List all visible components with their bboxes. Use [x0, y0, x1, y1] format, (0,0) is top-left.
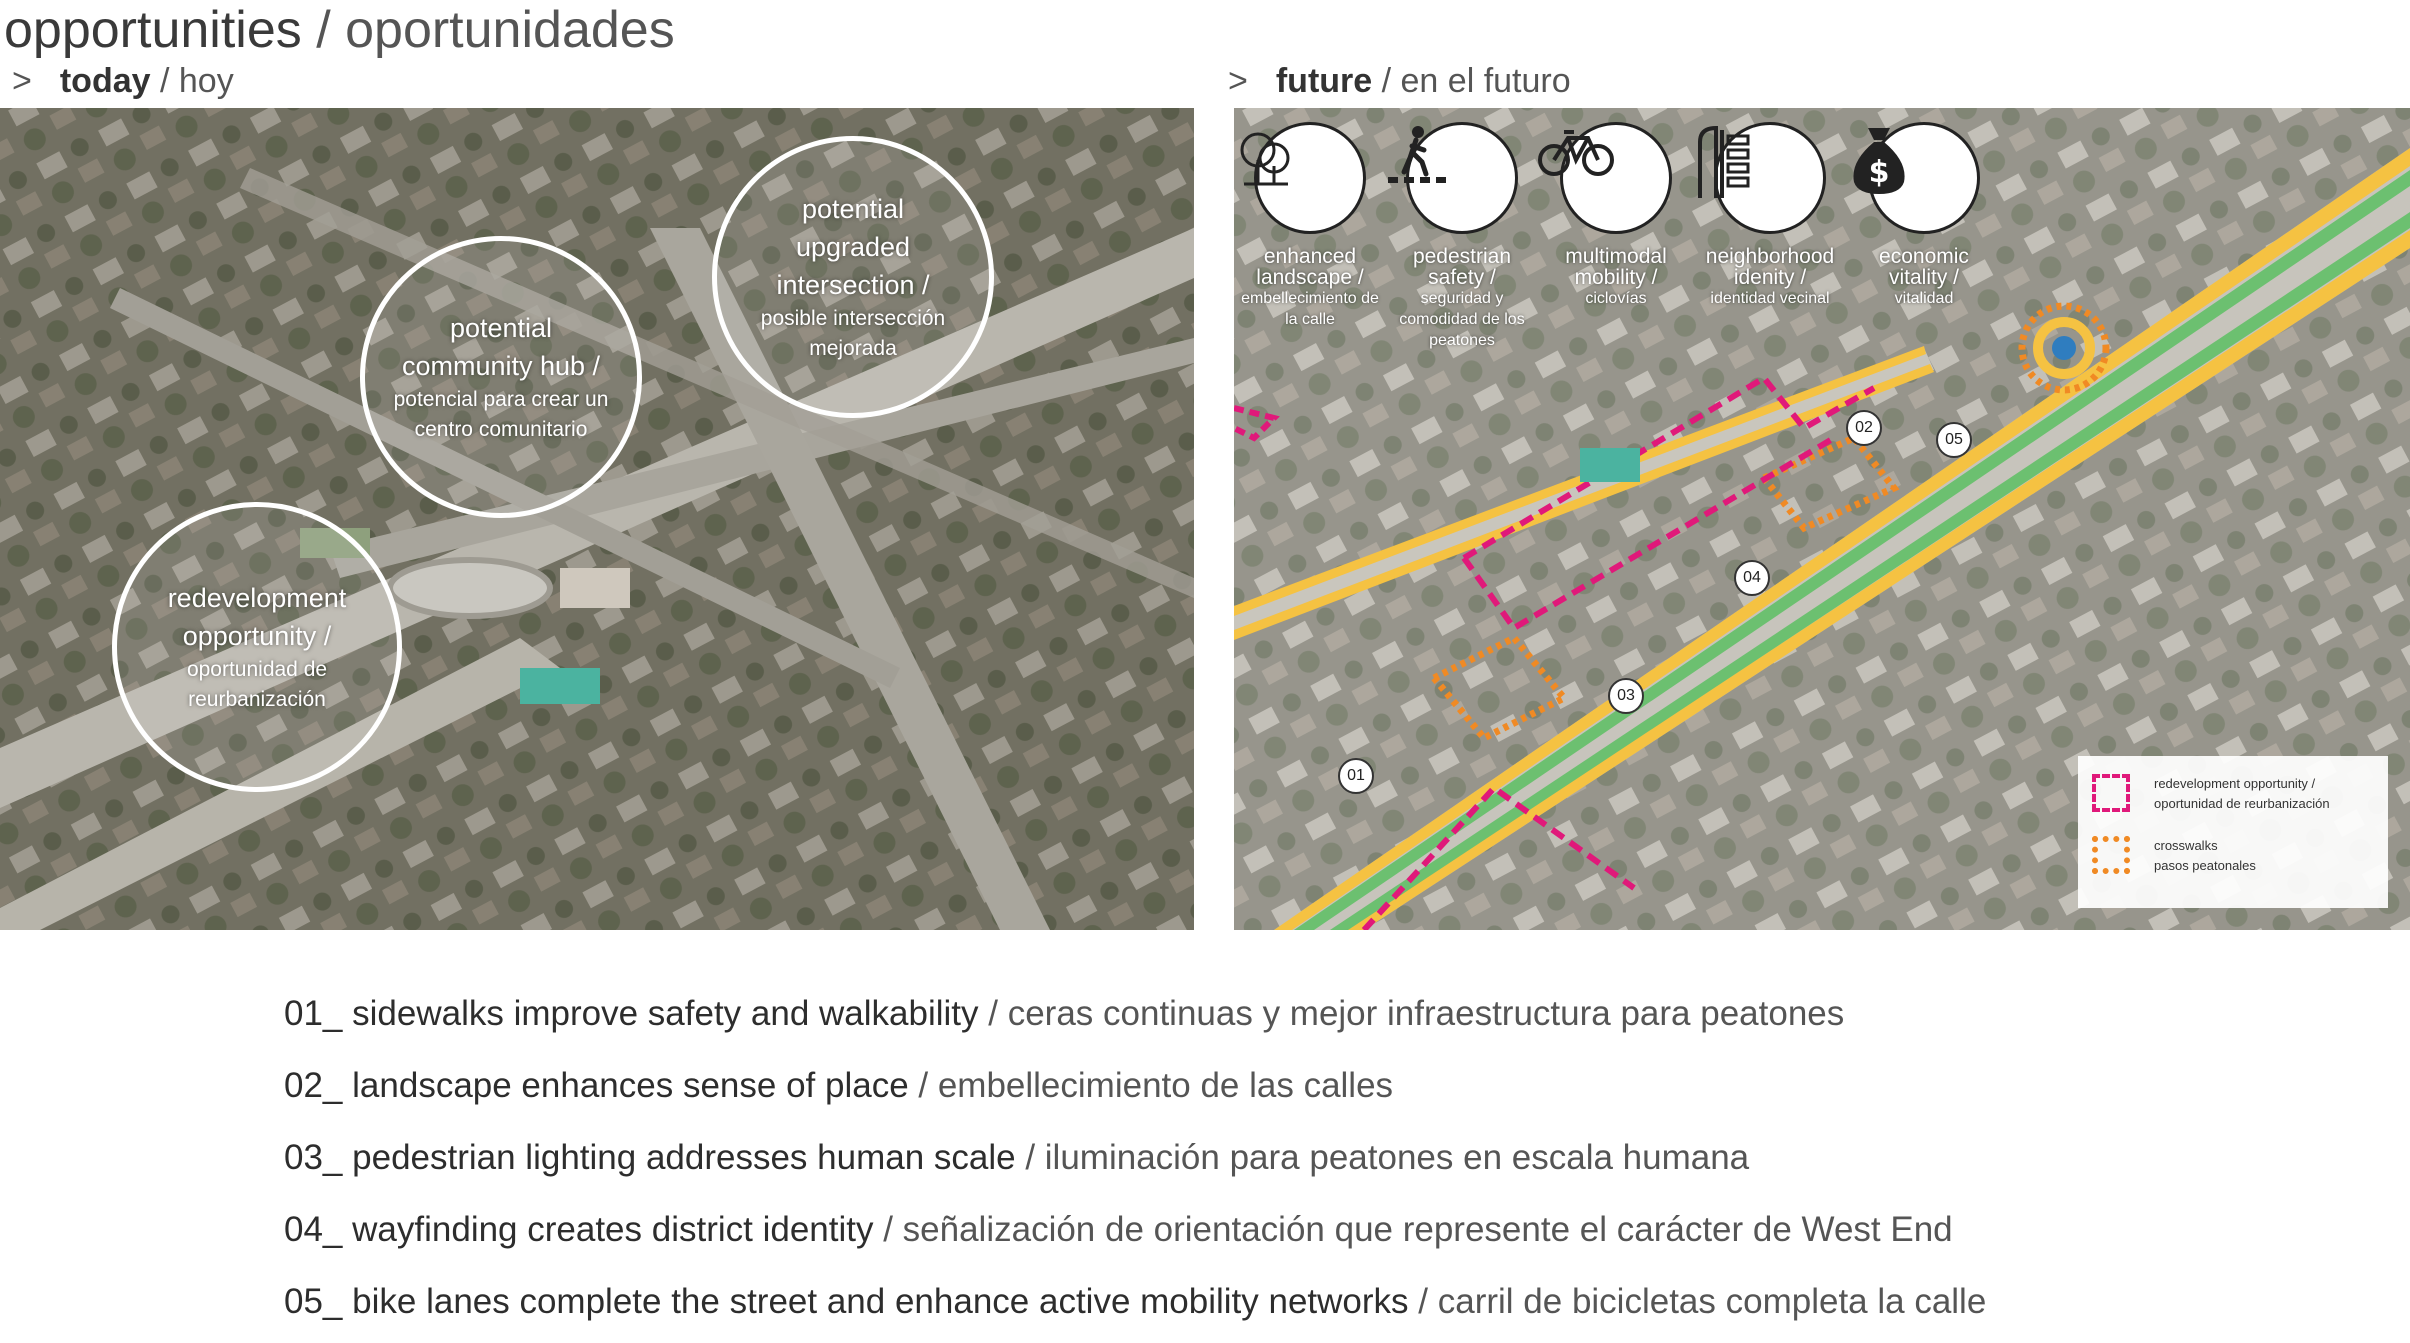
list-item [284, 978, 1986, 1050]
icon-label: neighborhood idenity / [1705, 245, 1835, 289]
icon-enhanced-landscape [1234, 122, 1390, 330]
legend-label-es: pasos peatonales [2154, 858, 2256, 873]
icon-multimodal-mobility [1536, 122, 1696, 309]
callout-upgraded-intersection [712, 136, 994, 418]
list-item-number: 02_ [284, 1066, 343, 1105]
callout-community-hub [360, 236, 642, 518]
callout-redevelopment [112, 502, 402, 792]
today-label-en: today [59, 62, 151, 100]
title-en: opportunities [4, 1, 302, 59]
list-item-es: / iluminación para peatones en escala humana [1015, 1138, 1750, 1177]
future-label-es: / en el futuro [1372, 62, 1571, 100]
map-legend [2078, 756, 2388, 908]
building-icon [1714, 122, 1826, 234]
opportunities-list [284, 978, 1986, 1338]
list-item-en: sidewalks improve safety and walkability [352, 994, 979, 1033]
list-item-number: 03_ [284, 1138, 343, 1177]
future-heading [1228, 62, 1571, 101]
callout-title: redevelopment opportunity / [167, 583, 347, 651]
chevron-right-icon: > [12, 62, 32, 100]
callout-title: potential upgraded intersection / [776, 194, 930, 300]
list-item [284, 1050, 1986, 1122]
list-item-es: / embellecimiento de las calles [908, 1066, 1394, 1105]
title-es: oportunidades [345, 1, 675, 59]
list-item-number: 05_ [284, 1282, 343, 1321]
legend-swatch-pink [2092, 774, 2130, 812]
today-heading [12, 62, 234, 101]
icon-economic-vitality [1844, 122, 2004, 309]
today-aerial-image [0, 108, 1194, 930]
callout-subtitle: oportunidad de reurbanización [186, 658, 328, 711]
icon-label: pedestrian safety / [1412, 245, 1512, 289]
list-item-number: 04_ [284, 1210, 343, 1249]
legend-text [2154, 774, 2330, 814]
icon-sublabel: ciclovías [1585, 290, 1647, 307]
callout-subtitle: posible intersección mejorada [760, 307, 946, 360]
list-item-en: landscape enhances sense of place [352, 1066, 909, 1105]
title-separator: / [301, 1, 346, 59]
list-item [284, 1194, 1986, 1266]
callout-title: potential community hub / [401, 313, 601, 381]
marker-04: 04 [1734, 560, 1770, 596]
today-aerial-illustration [0, 108, 1194, 930]
money-bag-icon [1868, 122, 1980, 234]
future-aerial-image [1234, 108, 2410, 930]
list-item-es: / carril de bicicletas completa la calle [1408, 1282, 1987, 1321]
marker-05: 05 [1936, 422, 1972, 458]
bicycle-icon [1560, 122, 1672, 234]
icon-sublabel: seguridad y comodidad de los peatones [1399, 290, 1525, 349]
chevron-right-icon: > [1228, 62, 1248, 100]
marker-03: 03 [1608, 678, 1644, 714]
legend-item-crosswalks [2092, 836, 2374, 876]
icon-sublabel: vitalidad [1894, 290, 1954, 307]
marker-01: 01 [1338, 758, 1374, 794]
list-item [284, 1122, 1986, 1194]
icon-sublabel: embellecimiento de la calle [1241, 290, 1379, 328]
legend-text [2154, 836, 2256, 876]
page-title [4, 0, 675, 60]
list-item-en: pedestrian lighting addresses human scale [352, 1138, 1016, 1177]
list-item-es: / ceras continuas y mejor infraestructura para peatones [978, 994, 1845, 1033]
icon-label: economic vitality / [1879, 245, 1969, 289]
legend-label-en: crosswalks [2154, 838, 2218, 853]
list-item-number: 01_ [284, 994, 343, 1033]
marker-02: 02 [1846, 410, 1882, 446]
tree-icon [1254, 122, 1366, 234]
icon-label: multimodal mobility / [1565, 245, 1667, 289]
legend-swatch-orange [2092, 836, 2130, 874]
icon-neighborhood-identity [1690, 122, 1850, 309]
list-item [284, 1266, 1986, 1338]
legend-label-en: redevelopment opportunity / [2154, 776, 2316, 791]
list-item-en: bike lanes complete the street and enhance active mobility networks [352, 1282, 1409, 1321]
legend-item-redevelopment [2092, 774, 2374, 814]
svg-text:$: $ [1868, 155, 1890, 190]
today-label-es: / hoy [150, 62, 234, 100]
icon-sublabel: identidad vecinal [1710, 290, 1830, 307]
list-item-en: wayfinding creates district identity [352, 1210, 874, 1249]
legend-label-es: oportunidad de reurbanización [2154, 796, 2330, 811]
icon-label: enhanced landscape / [1256, 245, 1364, 289]
pedestrian-crosswalk-icon [1406, 122, 1518, 234]
list-item-es: / señalización de orientación que represente el carácter de West End [873, 1210, 1953, 1249]
icon-pedestrian-safety [1382, 122, 1542, 351]
future-label-en: future [1275, 62, 1373, 100]
callout-subtitle: potencial para crear un centro comunitario [393, 388, 609, 441]
